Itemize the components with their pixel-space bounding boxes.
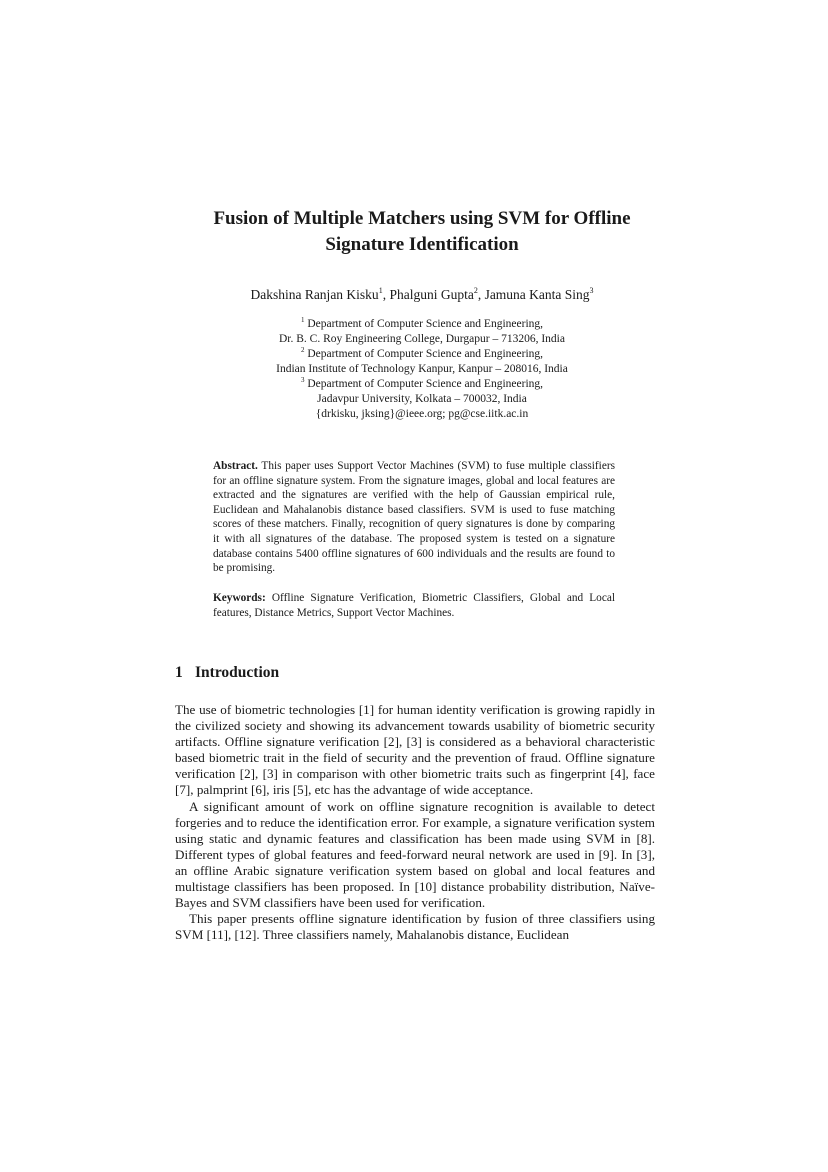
author-separator: , [477, 287, 485, 302]
author-list [160, 286, 684, 304]
author-affiliation-mark: 2 [473, 286, 478, 295]
affiliation-text: Department of Computer Science and Engineering, [304, 348, 544, 360]
affiliation-mark: 1 [300, 316, 305, 324]
keywords [213, 591, 615, 620]
paragraph: A significant amount of work on offline signature recognition is available to detect forgeries and to reduce the identification error. For example, a signature verification system using static and dynamic features and classification has been made using SVM in [8]. Different types of global features and feed-forward neural network are used in [9]. In [3], an offline Arabic signature verification system based on global and local features and multistage classifiers has been proposed. In [10] distance probability distribution, Naïve-Bayes and SVM classifiers have been used for verification. [175, 798, 655, 911]
affiliation-line [160, 317, 684, 332]
section-body [175, 702, 655, 943]
paragraph: The use of biometric technologies [1] for human identity verification is growing rapidly in the civilized society and showing its advancement towards usability of biometric security artifacts. Offline signature verification [2], [3] is considered as a behavioral characteristic based biometric trait in the field of security and the prevention of fraud. Offline signature verification [2], [3] in comparison with other biometric traits such as fingerprint [4], face [7], palmprint [6], iris [5], etc has the advantage of wide acceptance. [175, 702, 655, 798]
contact-emails [160, 407, 684, 422]
author-name: Dakshina Ranjan Kisku [250, 287, 379, 302]
section-title: Introduction [195, 664, 280, 681]
affiliation-line [160, 392, 684, 407]
affiliation-line [160, 362, 684, 377]
affiliation-line [160, 332, 684, 347]
title-line-2: Signature Identification [325, 234, 519, 255]
affiliation-mark: 3 [300, 376, 305, 384]
abstract-label: Abstract. [213, 460, 258, 472]
author-separator: , [382, 287, 390, 302]
author-affiliation-mark: 1 [378, 286, 383, 295]
keywords-text: Offline Signature Verification, Biometric Classifiers, Global and Local features, Distance Metrics, Support Vector Machines. [213, 592, 615, 619]
section-heading [175, 664, 279, 682]
author-name: Jamuna Kanta Sing [484, 287, 590, 302]
keywords-label: Keywords: [213, 592, 266, 604]
affiliation-line [160, 347, 684, 362]
title-line-1: Fusion of Multiple Matchers using SVM for Offline [213, 208, 631, 229]
affiliation-text: Department of Computer Science and Engineering, [304, 378, 544, 390]
affiliations [160, 317, 684, 422]
abstract-text: This paper uses Support Vector Machines (SVM) to fuse multiple classifiers for an offline signature system. From the signature images, global and local features are extracted and the signatures are verified with the help of Gaussian empirical rule, Euclidean and Mahalanobis distance based classifiers. SVM is used to fuse matching scores of these matchers. Finally, recognition of query signatures is done by comparing it with all signatures of the database. The proposed system is tested on a signature database contains 5400 offline signatures of 600 individuals and the results are found to be promising. [213, 460, 615, 575]
affiliation-text: Jadavpur University, Kolkata – 700032, India [317, 393, 527, 405]
abstract [213, 459, 615, 576]
author-name: Phalguni Gupta [389, 287, 474, 302]
affiliation-text: Indian Institute of Technology Kanpur, Kanpur – 208016, India [276, 363, 568, 375]
affiliation-text: Dr. B. C. Roy Engineering College, Durgapur – 713206, India [279, 333, 565, 345]
section-number: 1 [175, 664, 183, 681]
paper-title [160, 206, 684, 258]
paragraph: This paper presents offline signature identification by fusion of three classifiers using SVM [11], [12]. Three classifiers namely, Mahalanobis distance, Euclidean [175, 911, 655, 943]
affiliation-text: Department of Computer Science and Engineering, [304, 318, 544, 330]
affiliation-line [160, 377, 684, 392]
affiliation-mark: 2 [300, 346, 305, 354]
affiliation-text: {drkisku, jksing}@ieee.org; pg@cse.iitk.ac.in [315, 408, 529, 420]
author-affiliation-mark: 3 [589, 286, 594, 295]
